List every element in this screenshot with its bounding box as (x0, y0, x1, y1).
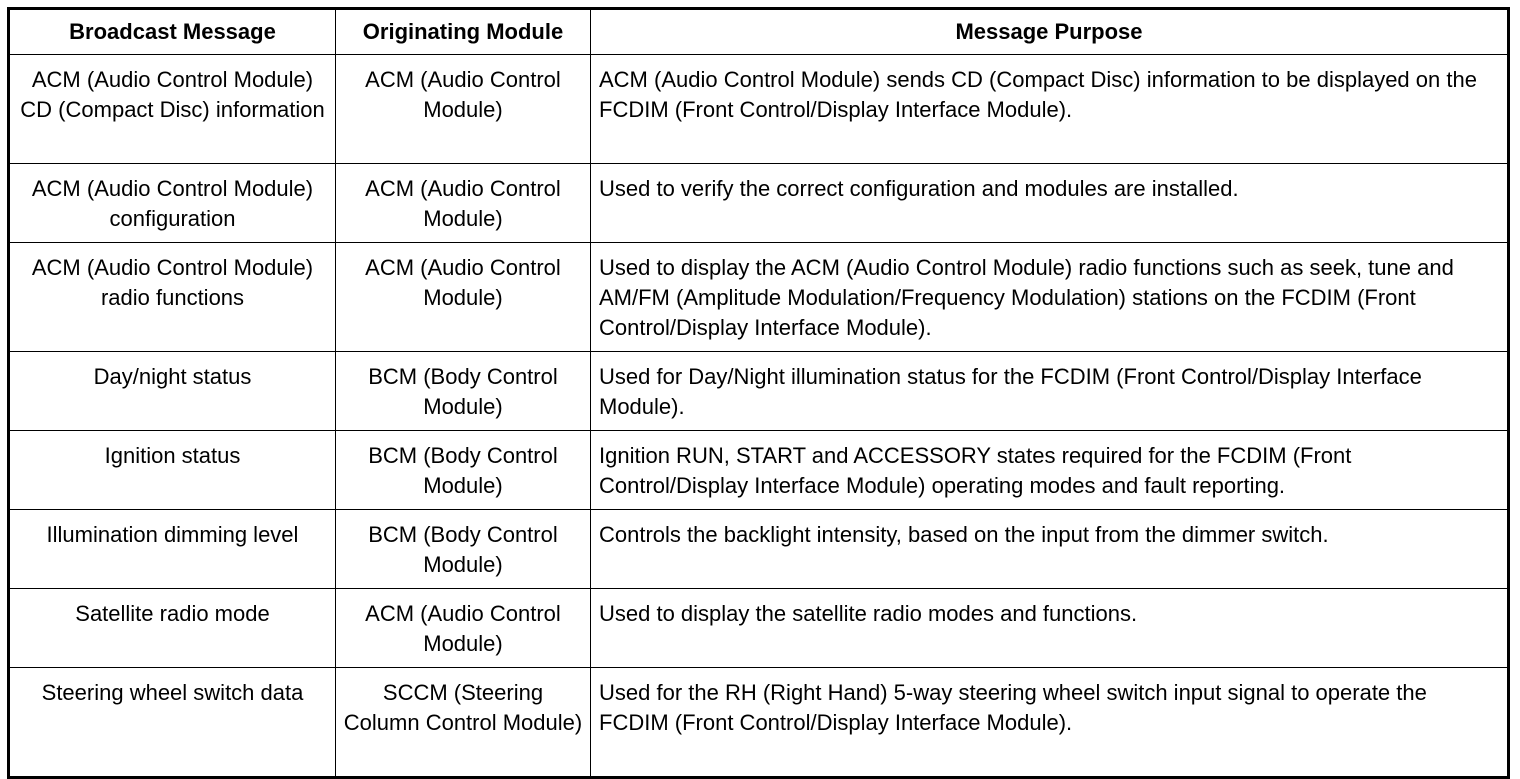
header-row (9, 9, 1509, 55)
table-row (9, 243, 1509, 352)
cell-module: SCCM (Steering Column Control Module) (336, 668, 591, 778)
broadcast-message-table (7, 7, 1510, 779)
table-row (9, 668, 1509, 778)
cell-purpose: ACM (Audio Control Module) sends CD (Compact Disc) information to be displayed on the FCDIM (Front Control/Display Interface Module). (591, 55, 1509, 164)
cell-purpose: Used for the RH (Right Hand) 5-way steering wheel switch input signal to operate the FCDIM (Front Control/Display Interface Module). (591, 668, 1509, 778)
cell-purpose: Controls the backlight intensity, based on the input from the dimmer switch. (591, 510, 1509, 589)
cell-purpose: Ignition RUN, START and ACCESSORY states required for the FCDIM (Front Control/Display Interface Module) operating modes and fault reporting. (591, 431, 1509, 510)
cell-message: ACM (Audio Control Module) configuration (9, 164, 336, 243)
cell-module: ACM (Audio Control Module) (336, 55, 591, 164)
table-row (9, 510, 1509, 589)
cell-module: BCM (Body Control Module) (336, 352, 591, 431)
table-row (9, 431, 1509, 510)
table-container (7, 7, 1510, 779)
cell-module: ACM (Audio Control Module) (336, 164, 591, 243)
header-broadcast-message: Broadcast Message (9, 9, 336, 55)
table-row (9, 55, 1509, 164)
cell-message: ACM (Audio Control Module) radio functions (9, 243, 336, 352)
cell-module: ACM (Audio Control Module) (336, 589, 591, 668)
cell-message: Steering wheel switch data (9, 668, 336, 778)
cell-module: BCM (Body Control Module) (336, 431, 591, 510)
cell-purpose: Used to display the ACM (Audio Control Module) radio functions such as seek, tune and AM/FM (Amplitude Modulation/Frequency Modulation) stations on the FCDIM (Front Control/Display Interface Module). (591, 243, 1509, 352)
cell-message: Day/night status (9, 352, 336, 431)
header-message-purpose: Message Purpose (591, 9, 1509, 55)
cell-message: Illumination dimming level (9, 510, 336, 589)
cell-module: ACM (Audio Control Module) (336, 243, 591, 352)
cell-purpose: Used to verify the correct configuration and modules are installed. (591, 164, 1509, 243)
header-originating-module: Originating Module (336, 9, 591, 55)
cell-message: Satellite radio mode (9, 589, 336, 668)
table-row (9, 164, 1509, 243)
cell-purpose: Used to display the satellite radio modes and functions. (591, 589, 1509, 668)
table-row (9, 352, 1509, 431)
cell-message: ACM (Audio Control Module) CD (Compact Disc) information (9, 55, 336, 164)
cell-purpose: Used for Day/Night illumination status for the FCDIM (Front Control/Display Interface Module). (591, 352, 1509, 431)
table-row (9, 589, 1509, 668)
cell-module: BCM (Body Control Module) (336, 510, 591, 589)
cell-message: Ignition status (9, 431, 336, 510)
